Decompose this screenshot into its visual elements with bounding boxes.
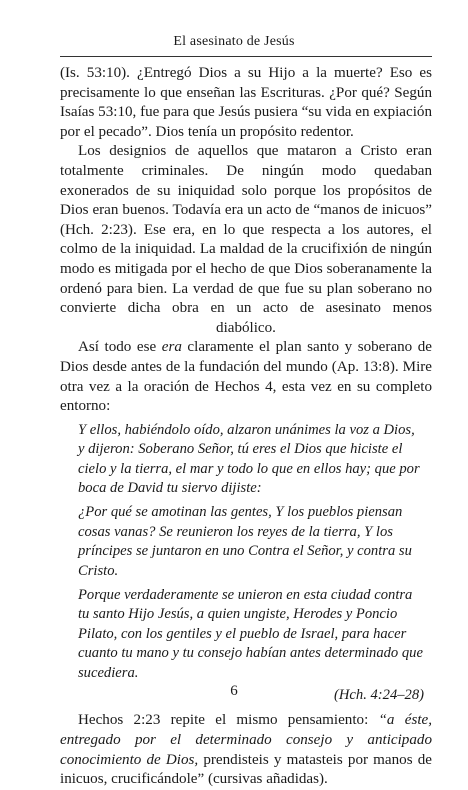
paragraph-3-text-b: claramente el plan santo y soberano de Dios desde antes de la fundación del mundo (Ap. 13:8). Mire otra vez a la oración de Hechos 4, esta vez en su completo entorno: <box>60 339 432 415</box>
page-number: 6 <box>230 683 238 699</box>
quote-paragraph-2: ¿Por qué se amotinan las gentes, Y los pueblos piensan cosas vanas? Se reunieron los reyes de la tierra, Y los príncipes se juntaron en uno Contra el Señor, y contra su Cristo. <box>78 504 412 579</box>
quote-paragraph-1: Y ellos, habiéndolo oído, alzaron unánimes la voz a Dios, y dijeron: Soberano Señor, tú eres el Dios que hiciste el cielo y la tierra, el mar y todo lo que en ellos hay; que por boca de David tu siervo dijiste: <box>78 421 420 496</box>
paragraph-4 <box>60 711 432 789</box>
paragraph-2: Los designios de aquellos que mataron a Cristo eran totalmente criminales. De ningún modo quedaban exonerados de su iniquidad solo porque los propósitos de Dios eran buenos. Todavía era un acto de “manos de inicuos” (Hch. 2:23). Ese era, en lo que respecta a los autores, el colmo de la iniquidad. La maldad de la crucifixión de ningún modo es mitigada por el hecho de que Dios soberanamente la ordenó para bien. La verdad de que fue su plan soberano no convierte dicha obra en un acto de asesinato menos diabólico. <box>60 143 432 336</box>
paragraph-1: (Is. 53:10). ¿Entregó Dios a su Hijo a la muerte? Eso es precisamente lo que enseñan las Escrituras. ¿Por qué? Según Isaías 53:10, fue para que Jesús pusiera “su vida en expiación por el pecado”. Dios tenía un propósito redentor. <box>60 65 432 140</box>
paragraph-3-text-a: Así todo ese <box>78 339 162 356</box>
page-body <box>60 64 432 790</box>
paragraph-3-emphasis: era <box>161 339 182 356</box>
running-header: El asesinato de Jesús <box>173 34 295 49</box>
paragraph-4-text-a: Hechos 2:23 repite el mismo pensamiento: <box>78 712 379 729</box>
paragraph-4-text-b: prendisteis y matasteis por manos de inicuos, crucificándole” (cursivas añadidas). <box>60 751 432 788</box>
paragraph-4-emphasis: “a éste, entregado por el determinado consejo y anticipado conocimiento de Dios, <box>60 712 432 768</box>
block-quote <box>78 421 432 706</box>
quote-citation: (Hch. 4:24–28) <box>334 686 424 703</box>
quote-paragraph-3: Porque verdaderamente se unieron en esta ciudad contra tu santo Hijo Jesús, a quien ungiste, Herodes y Poncio Pilato, con los gentiles y el pueblo de Israel, para hacer cuanto tu mano y tu consejo habían antes determinado que sucediera. <box>78 586 423 681</box>
paragraph-3 <box>60 338 432 416</box>
header-rule <box>60 56 432 57</box>
